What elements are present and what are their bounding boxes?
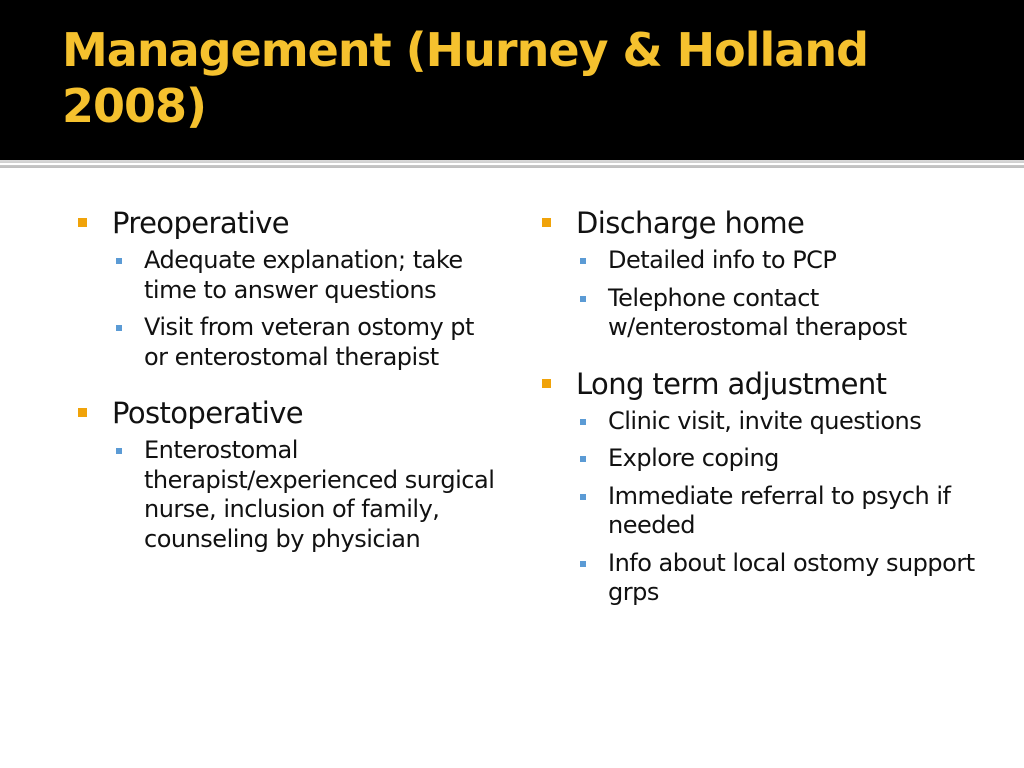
section-heading-text: Long term adjustment xyxy=(576,366,887,401)
square-bullet-icon xyxy=(78,218,87,227)
square-bullet-icon xyxy=(542,379,551,388)
section-long-term-adjustment xyxy=(540,365,980,608)
sub-bullet-text: Visit from veteran ostomy pt or enterostomal therapist xyxy=(144,313,474,371)
section-heading-text: Discharge home xyxy=(576,206,805,240)
sub-bullet-list xyxy=(540,407,980,608)
square-bullet-icon xyxy=(116,258,122,264)
sub-bullet-text: Detailed info to PCP xyxy=(608,246,837,274)
sub-bullet-text: Telephone contact w/enterostomal therapost xyxy=(608,283,907,341)
sub-bullet-list xyxy=(540,246,980,343)
sub-bullet-text: Enterostomal therapist/experienced surgical nurse, inclusion of family, counseling by physician xyxy=(144,436,495,553)
sub-bullet-item xyxy=(76,313,496,372)
section-heading xyxy=(540,365,980,403)
sub-bullet-item xyxy=(540,444,980,474)
sub-bullet-item xyxy=(76,246,496,305)
section-heading xyxy=(76,394,496,432)
square-bullet-icon xyxy=(580,258,586,264)
square-bullet-icon xyxy=(580,456,586,462)
sub-bullet-list xyxy=(76,246,496,372)
square-bullet-icon xyxy=(78,408,87,417)
section-preoperative xyxy=(76,204,496,372)
sub-bullet-text: Clinic visit, invite questions xyxy=(608,406,922,435)
sub-bullet-item xyxy=(540,246,980,276)
section-postoperative xyxy=(76,394,496,554)
left-column xyxy=(76,204,496,562)
sub-bullet-item xyxy=(540,549,980,608)
sub-bullet-item xyxy=(540,407,980,437)
square-bullet-icon xyxy=(116,325,122,331)
square-bullet-icon xyxy=(580,419,586,425)
section-heading xyxy=(76,204,496,242)
title-divider-highlight xyxy=(0,163,1024,165)
section-heading xyxy=(540,204,980,242)
square-bullet-icon xyxy=(580,494,586,500)
slide-title: Management (Hurney & Holland 2008) xyxy=(62,23,868,133)
square-bullet-icon xyxy=(542,218,551,227)
sub-bullet-text: Explore coping xyxy=(608,444,779,472)
sub-bullet-item xyxy=(76,436,496,554)
square-bullet-icon xyxy=(116,448,122,454)
square-bullet-icon xyxy=(580,561,586,567)
sub-bullet-item xyxy=(540,284,980,343)
sub-bullet-text: Adequate explanation; take time to answer questions xyxy=(144,246,463,304)
section-heading-text: Postoperative xyxy=(112,396,303,430)
sub-bullet-list xyxy=(76,436,496,554)
sub-bullet-text: Immediate referral to psych if needed xyxy=(608,481,951,539)
section-heading-text: Preoperative xyxy=(112,206,290,240)
right-column xyxy=(540,204,980,616)
sub-bullet-item xyxy=(540,482,980,541)
sub-bullet-text: Info about local ostomy support grps xyxy=(608,548,975,606)
section-discharge-home xyxy=(540,204,980,343)
square-bullet-icon xyxy=(580,296,586,302)
